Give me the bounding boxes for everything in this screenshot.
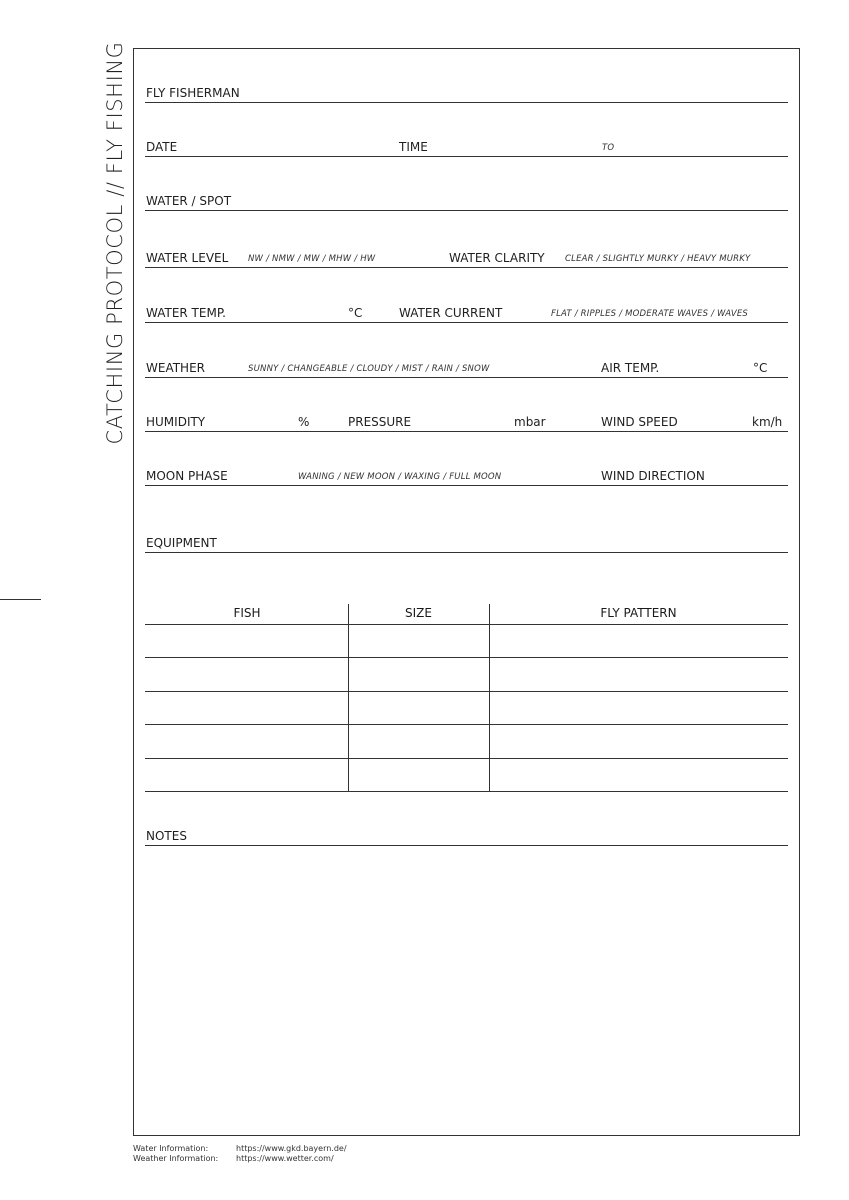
- footer-weather-info: [133, 1154, 334, 1164]
- table-row[interactable]: [145, 657, 788, 658]
- table-header-fly-pattern: FLY PATTERN: [600, 606, 677, 620]
- wind-speed-unit: km/h: [752, 415, 783, 429]
- fly-fisherman-line[interactable]: [145, 102, 788, 103]
- water-clarity-label: WATER CLARITY: [449, 251, 545, 265]
- footer-water-url[interactable]: https://www.gkd.bayern.de/: [236, 1144, 347, 1153]
- table-row[interactable]: [145, 624, 788, 625]
- water-clarity-options[interactable]: CLEAR / SLIGHTLY MURKY / HEAVY MURKY: [565, 254, 751, 264]
- humidity-label: HUMIDITY: [146, 415, 206, 429]
- water-temp-line[interactable]: [145, 322, 788, 323]
- water-temp-unit: °C: [348, 306, 363, 320]
- table-row[interactable]: [145, 758, 788, 759]
- air-temp-unit: °C: [753, 361, 768, 375]
- humidity-unit: %: [298, 415, 310, 429]
- table-header-size: SIZE: [405, 606, 432, 620]
- footer-water-info: [133, 1144, 347, 1154]
- weather-options[interactable]: SUNNY / CHANGEABLE / CLOUDY / MIST / RAIN / SNOW: [248, 364, 490, 374]
- wind-direction-label: WIND DIRECTION: [601, 469, 705, 483]
- air-temp-label: AIR TEMP.: [601, 361, 660, 375]
- water-current-label: WATER CURRENT: [399, 306, 503, 320]
- pressure-unit: mbar: [514, 415, 546, 429]
- notes-line[interactable]: [145, 845, 788, 846]
- water-level-label: WATER LEVEL: [146, 251, 229, 265]
- water-spot-line[interactable]: [145, 210, 788, 211]
- table-divider: [348, 604, 349, 792]
- water-level-options[interactable]: NW / NMW / MW / MHW / HW: [248, 254, 376, 264]
- page-title: CATCHING PROTOCOL // FLY FISHING: [103, 41, 127, 445]
- fold-mark: [0, 599, 41, 600]
- moon-phase-label: MOON PHASE: [146, 469, 228, 483]
- equipment-line[interactable]: [145, 552, 788, 553]
- table-divider: [489, 604, 490, 792]
- water-temp-label: WATER TEMP.: [146, 306, 226, 320]
- weather-label: WEATHER: [146, 361, 205, 375]
- time-label: TIME: [399, 140, 428, 154]
- fly-fisherman-label: FLY FISHERMAN: [146, 86, 240, 100]
- footer-weather-url[interactable]: https://www.wetter.com/: [236, 1154, 334, 1163]
- table-row[interactable]: [145, 691, 788, 692]
- water-spot-label: WATER / SPOT: [146, 194, 232, 208]
- footer-water-label: Water Information:: [133, 1144, 209, 1153]
- pressure-label: PRESSURE: [348, 415, 412, 429]
- weather-line[interactable]: [145, 377, 788, 378]
- humidity-line[interactable]: [145, 431, 788, 432]
- water-level-line[interactable]: [145, 267, 788, 268]
- moon-phase-options[interactable]: WANING / NEW MOON / WAXING / FULL MOON: [298, 472, 502, 482]
- water-current-options[interactable]: FLAT / RIPPLES / MODERATE WAVES / WAVES: [551, 309, 748, 319]
- table-row[interactable]: [145, 724, 788, 725]
- footer-weather-label: Weather Information:: [133, 1154, 219, 1163]
- notes-label: NOTES: [146, 829, 187, 843]
- wind-speed-label: WIND SPEED: [601, 415, 678, 429]
- form-frame: [133, 48, 800, 1136]
- date-label: DATE: [146, 140, 178, 154]
- table-header-fish: FISH: [233, 606, 261, 620]
- date-time-line[interactable]: [145, 156, 788, 157]
- time-to-label: TO: [602, 143, 615, 153]
- table-row[interactable]: [145, 791, 788, 792]
- moon-phase-line[interactable]: [145, 485, 788, 486]
- equipment-label: EQUIPMENT: [146, 536, 217, 550]
